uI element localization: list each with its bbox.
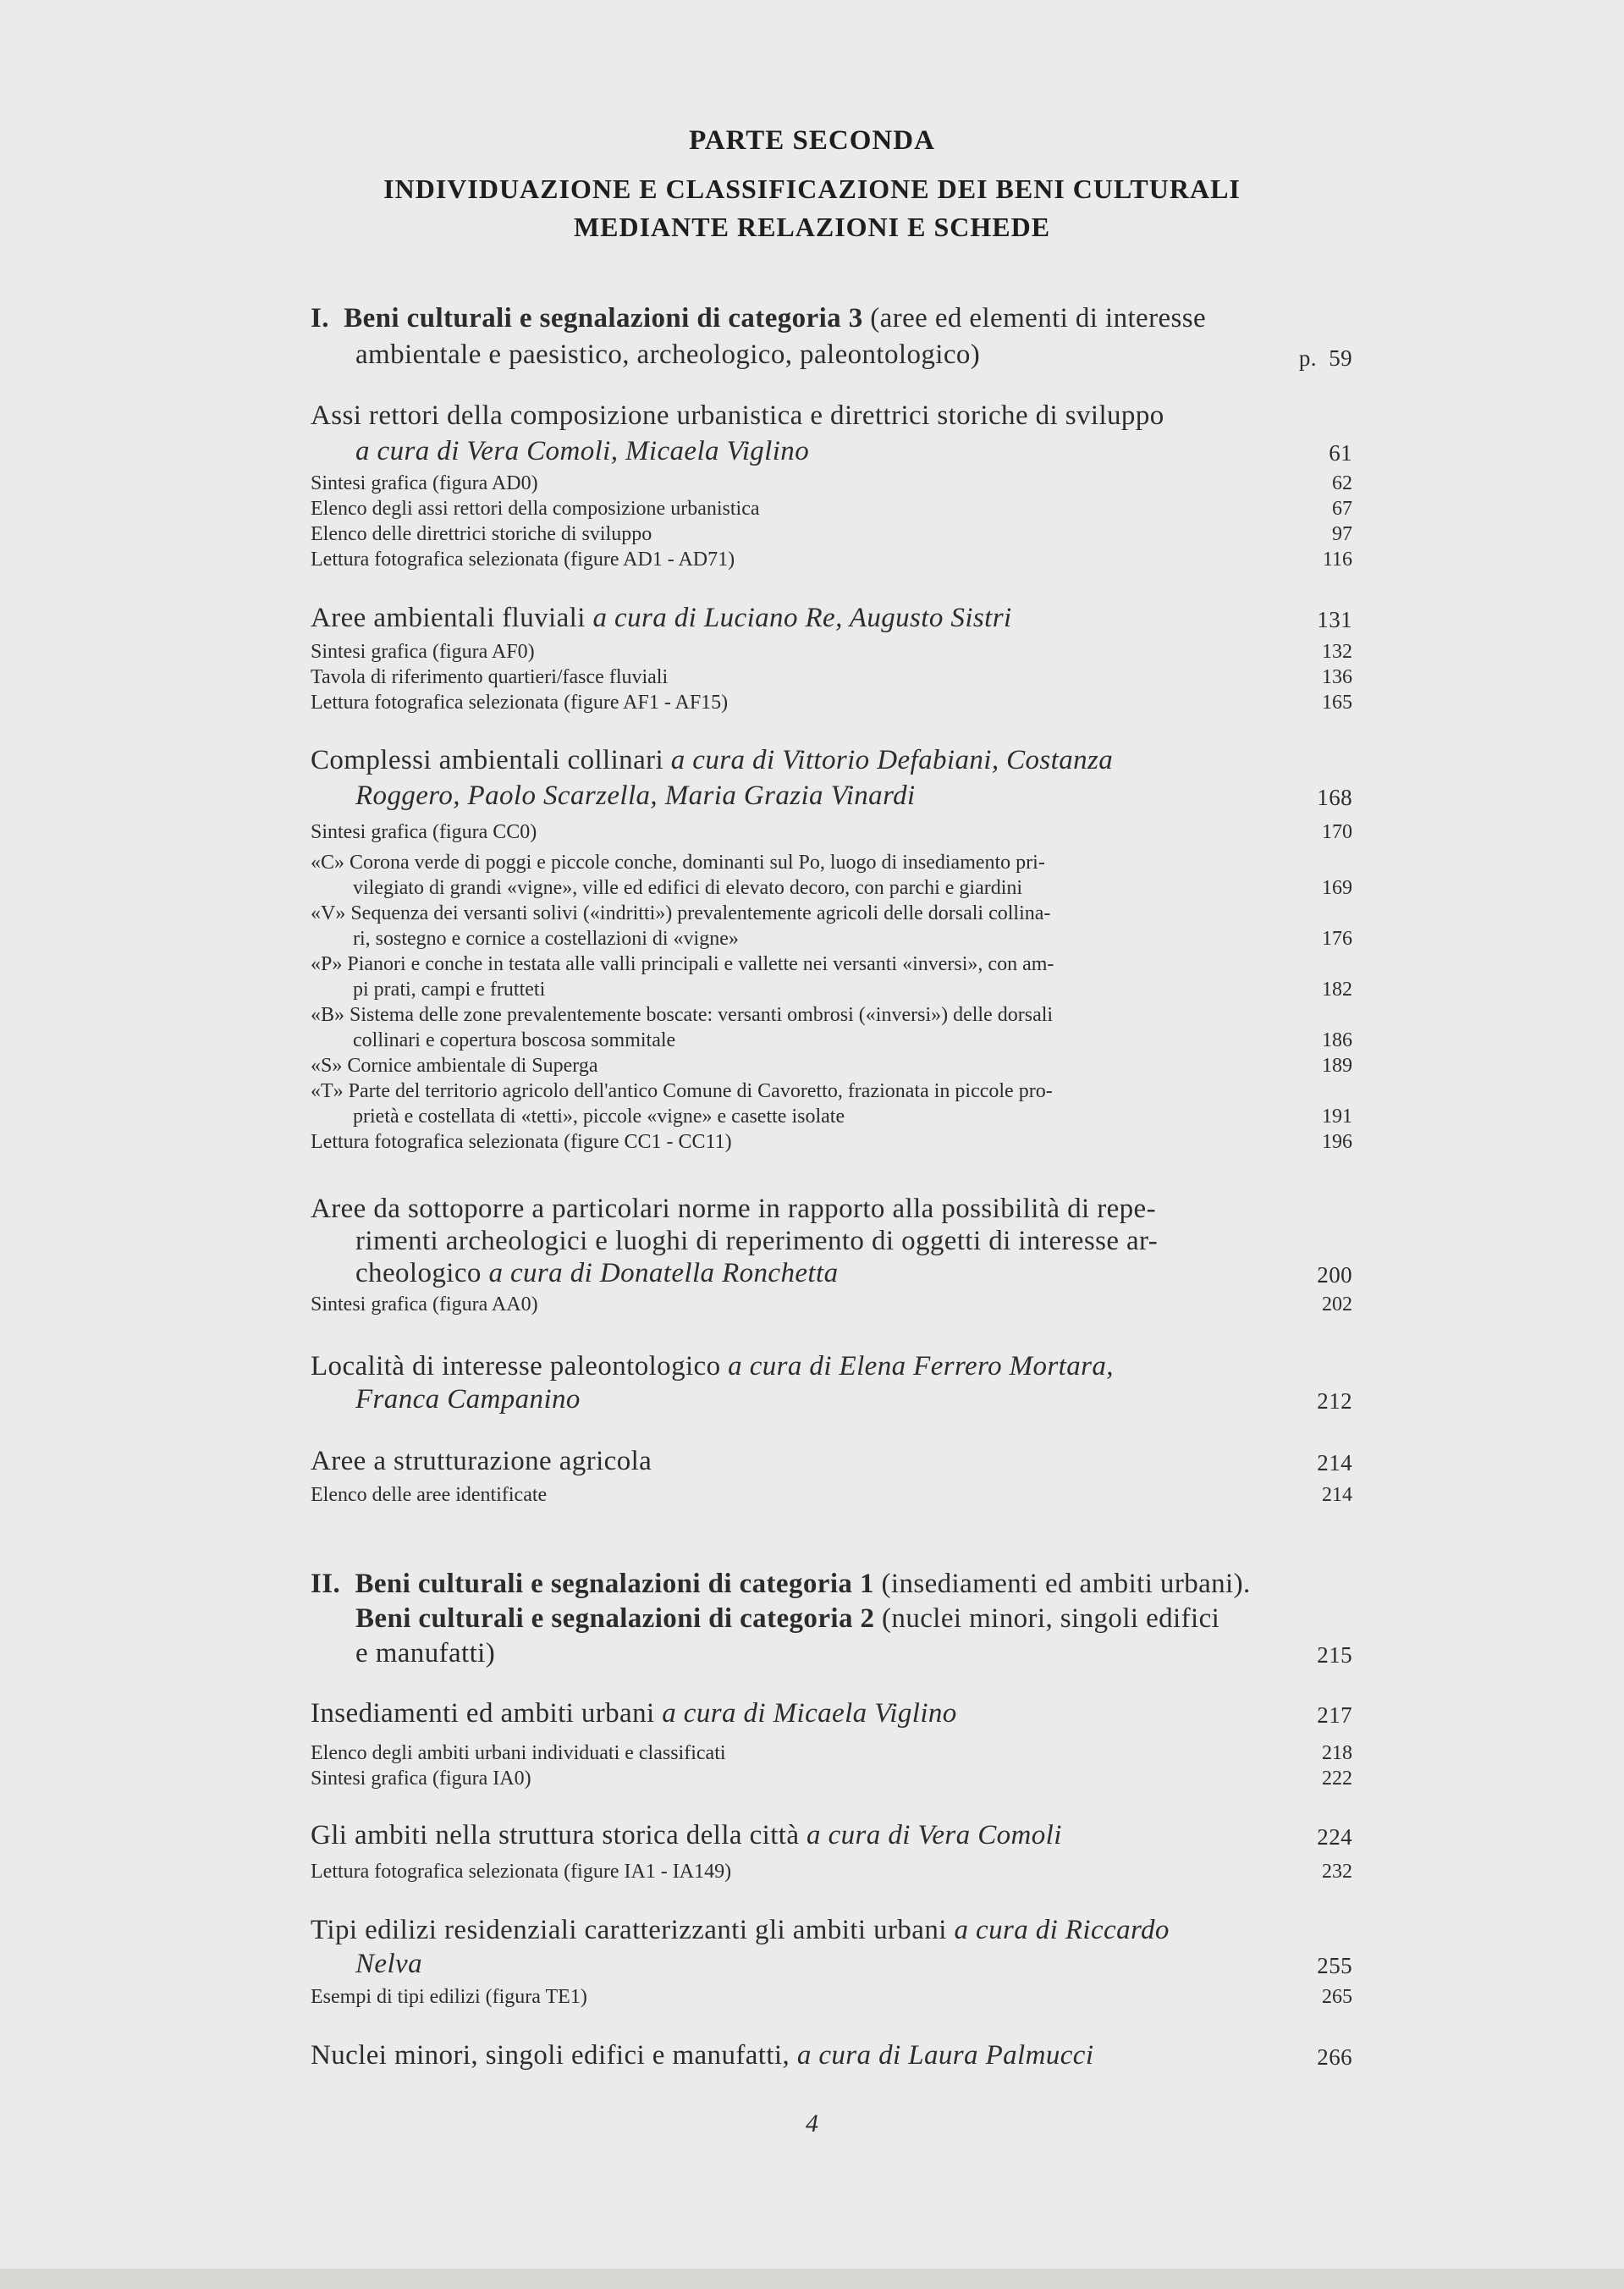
section-2-number: II.: [311, 1569, 341, 1599]
subentry: Sintesi grafica (figura IA0): [311, 1768, 531, 1790]
subentry-page: 232: [1322, 1861, 1352, 1883]
page-number: 59: [1329, 345, 1352, 371]
section-2-label: Beni culturali e segnalazioni di categoria 1: [355, 1569, 874, 1599]
entry-page: 224: [1317, 1824, 1352, 1850]
subentry-page: 176: [1322, 928, 1352, 950]
subentry: Elenco degli ambiti urbani individuati e classificati: [311, 1742, 726, 1764]
entry-title: rimenti archeologici e luoghi di reperimento di oggetti di interesse ar-: [355, 1226, 1159, 1256]
entry-title: [311, 1351, 1114, 1382]
section-2-label-rest: (insediamenti ed ambiti urbani).: [873, 1569, 1251, 1599]
entry-title-text: Nuclei minori, singoli edifici e manufatti,: [311, 2040, 797, 2071]
subentry-page: 214: [1322, 1484, 1352, 1506]
subentry: «P» Pianori e conche in testata alle valli principali e vallette nei versanti «inversi», con am-: [311, 953, 1054, 975]
entry-page: 217: [1317, 1702, 1352, 1728]
entry-authors: a cura di Riccardo: [954, 1915, 1170, 1945]
subentry-page: 182: [1322, 979, 1352, 1001]
subentry: Sintesi grafica (figura CC0): [311, 821, 537, 843]
subentry: pi prati, campi e frutteti: [353, 979, 546, 1001]
subentry: Lettura fotografica selezionata (figure AD1 - AD71): [311, 549, 735, 571]
entry-title-text: Complessi ambientali collinari: [311, 745, 671, 775]
entry-title-text: Insediamenti ed ambiti urbani: [311, 1698, 663, 1729]
subentry: Elenco delle aree identificate: [311, 1484, 548, 1506]
subentry: Sintesi grafica (figura AF0): [311, 641, 535, 663]
page-number-footer: 4: [806, 2110, 818, 2137]
section-1-page: [1269, 345, 1352, 372]
entry-title-text: cheologico: [355, 1258, 489, 1288]
entry-title: Assi rettori della composizione urbanistica e direttrici storiche di sviluppo: [311, 400, 1164, 431]
subentry-page: 136: [1322, 666, 1352, 688]
subentry-page: 186: [1322, 1029, 1352, 1051]
entry-title: [311, 603, 1012, 634]
section-2-page: 215: [1317, 1642, 1352, 1668]
entry-title: [311, 1698, 957, 1729]
entry-title-text: Tipi edilizi residenziali caratterizzanti gli ambiti urbani: [311, 1915, 955, 1945]
entry-title: [311, 745, 1113, 776]
subentry: Sintesi grafica (figura AA0): [311, 1293, 538, 1315]
entry-authors: a cura di Vera Comoli: [806, 1820, 1062, 1851]
subentry: prietà e costellata di «tetti», piccole «vigne» e casette isolate: [353, 1106, 845, 1128]
subentry-page: 196: [1322, 1131, 1352, 1153]
subentry-page: 132: [1322, 641, 1352, 663]
entry-title: [311, 2040, 1093, 2071]
entry-title: Aree da sottoporre a particolari norme in rapporto alla possibilità di repe-: [311, 1194, 1156, 1224]
subentry: ri, sostegno e cornice a costellazioni di «vigne»: [353, 928, 739, 950]
section-1-label: Beni culturali e segnalazioni di categoria 3: [344, 303, 863, 334]
subentry: «C» Corona verde di poggi e piccole conche, dominanti sul Po, luogo di insediamento pri-: [311, 852, 1045, 874]
subentry: Tavola di riferimento quartieri/fasce fluviali: [311, 666, 669, 688]
subentry: «S» Cornice ambientale di Superga: [311, 1055, 598, 1077]
subentry: collinari e copertura boscosa sommitale: [353, 1029, 676, 1051]
subentry-page: 202: [1322, 1293, 1352, 1315]
entry-authors: a cura di Laura Palmucci: [796, 2040, 1094, 2071]
entry-page: 61: [1329, 440, 1352, 466]
subentry: «T» Parte del territorio agricolo dell'antico Comune di Cavoretto, frazionata in piccole pro-: [311, 1080, 1053, 1102]
entry-page: 214: [1317, 1450, 1352, 1475]
scan-edge-strip: [0, 2269, 1624, 2289]
subentry-page: 67: [1332, 498, 1352, 520]
part-title-line2: MEDIANTE RELAZIONI E SCHEDE: [573, 212, 1051, 242]
part-heading: PARTE SECONDA: [689, 125, 935, 156]
subentry: «V» Sequenza dei versanti solivi («indritti») prevalentemente agricoli delle dorsali collina-: [311, 902, 1051, 924]
section-1-line2: ambientale e paesistico, archeologico, paleontologico): [355, 339, 981, 370]
subentry: Lettura fotografica selezionata (figure IA1 - IA149): [311, 1861, 732, 1883]
entry-authors: a cura di Elena Ferrero Mortara,: [728, 1351, 1114, 1382]
subentry-page: 170: [1322, 821, 1352, 843]
entry-page: 255: [1317, 1953, 1352, 1978]
entry-authors: a cura di Donatella Ronchetta: [488, 1258, 839, 1288]
subentry: Lettura fotografica selezionata (figure CC1 - CC11): [311, 1131, 732, 1153]
subentry: vilegiato di grandi «vigne», ville ed edifici di elevato decoro, con parchi e giardini: [353, 877, 1023, 899]
subentry-page: 116: [1322, 549, 1352, 571]
subentry-page: 169: [1322, 877, 1352, 899]
part-title-line1: INDIVIDUAZIONE E CLASSIFICAZIONE DEI BENI CULTURALI: [383, 174, 1241, 204]
subentry: Sintesi grafica (figura AD0): [311, 472, 538, 494]
subentry: Elenco degli assi rettori della composizione urbanistica: [311, 498, 760, 520]
entry-authors: a cura di Vera Comoli, Micaela Viglino: [355, 436, 810, 466]
section-2-line3: e manufatti): [355, 1638, 496, 1668]
section-2-label: Beni culturali e segnalazioni di categoria 2: [355, 1603, 875, 1634]
entry-authors: a cura di Luciano Re, Augusto Sistri: [592, 603, 1012, 633]
subentry-page: 189: [1322, 1055, 1352, 1077]
entry-authors: a cura di Micaela Viglino: [662, 1698, 957, 1729]
entry-page: 200: [1317, 1262, 1352, 1288]
subentry-page: 97: [1332, 523, 1352, 545]
section-1-label-rest: (aree ed elementi di interesse: [862, 303, 1207, 334]
section-2-heading: [311, 1569, 1251, 1600]
entry-authors: Roggero, Paolo Scarzella, Maria Grazia Vinardi: [355, 780, 916, 811]
page-prefix: p.: [1298, 345, 1317, 371]
entry-title-text: Aree ambientali fluviali: [311, 603, 593, 633]
subentry: «B» Sistema delle zone prevalentemente boscate: versanti ombrosi («inversi») delle dorsali: [311, 1004, 1054, 1026]
entry-title: [311, 1820, 1062, 1851]
subentry-page: 222: [1322, 1768, 1352, 1790]
subentry: Esempi di tipi edilizi (figura TE1): [311, 1986, 587, 2008]
section-2-label-rest: (nuclei minori, singoli edifici: [874, 1603, 1220, 1634]
entry-page: 266: [1317, 2044, 1352, 2070]
subentry: Lettura fotografica selezionata (figure AF1 - AF15): [311, 692, 729, 714]
section-1-heading: [311, 303, 1206, 334]
entry-authors: Nelva: [355, 1949, 422, 1979]
subentry: Elenco delle direttrici storiche di sviluppo: [311, 523, 652, 545]
entry-page: 168: [1317, 785, 1352, 810]
entry-title-text: Gli ambiti nella struttura storica della città: [311, 1820, 807, 1851]
subentry-page: 191: [1322, 1106, 1352, 1128]
section-1-number: I.: [311, 303, 329, 334]
section-2-line2: [355, 1603, 1219, 1635]
entry-title: [311, 1915, 1170, 1946]
entry-page: 212: [1317, 1388, 1352, 1414]
subentry-page: 62: [1332, 472, 1352, 494]
entry-title: [355, 1258, 838, 1289]
entry-page: 131: [1317, 607, 1352, 632]
entry-authors: Franca Campanino: [355, 1384, 581, 1415]
subentry-page: 265: [1322, 1986, 1352, 2008]
subentry-page: 165: [1322, 692, 1352, 714]
entry-title-text: Località di interesse paleontologico: [311, 1351, 729, 1382]
entry-authors: a cura di Vittorio Defabiani, Costanza: [670, 745, 1114, 775]
entry-title: Aree a strutturazione agricola: [311, 1446, 652, 1476]
subentry-page: 218: [1322, 1742, 1352, 1764]
